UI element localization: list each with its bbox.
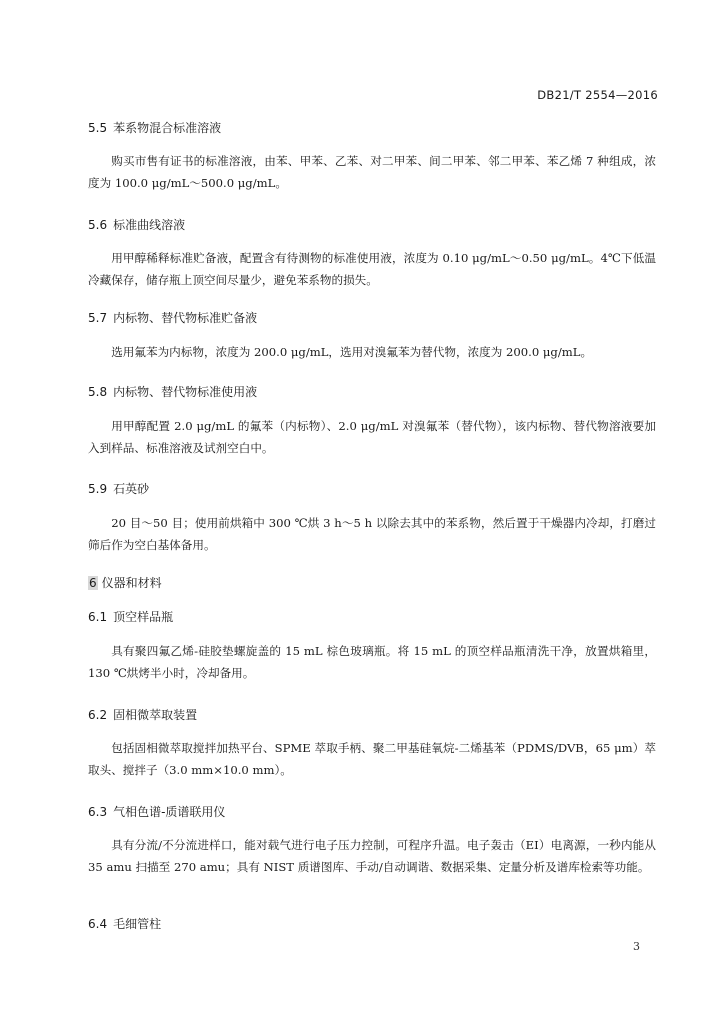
section-paragraph: 包括固相微萃取搅拌加热平台、SPME 萃取手柄、聚二甲基硅氧烷-二烯基苯（PDMS/DVB，65 μm）萃取头、搅拌子（3.0 mm×10.0 mm）。 [88, 741, 656, 777]
section-title: 标准曲线溶液 [113, 218, 186, 232]
standard-code: DB21/T 2554—2016 [537, 88, 658, 102]
section-number: 6.4 [88, 917, 108, 931]
section-number: 6.1 [88, 610, 108, 624]
section-title: 内标物、替代物标准贮备液 [113, 311, 258, 325]
section-heading [88, 480, 149, 497]
section-paragraph: 购买市售有证书的标准溶液，由苯、甲苯、乙苯、对二甲苯、间二甲苯、邻二甲苯、苯乙烯 7 种组成，浓度为 100.0 μg/mL～500.0 μg/mL。 [88, 154, 656, 190]
page-number: 3 [633, 940, 640, 953]
section-paragraph: 20 目～50 目；使用前烘箱中 300 ℃烘 3 h～5 h 以除去其中的苯系物，然后置于干燥器内冷却，打磨过筛后作为空白基体备用。 [88, 516, 656, 552]
section-title: 气相色谱-质谱联用仪 [113, 805, 226, 819]
section-title: 内标物、替代物标准使用液 [113, 385, 258, 399]
section-number: 5.9 [88, 482, 108, 496]
section-heading [88, 608, 173, 625]
section-title: 顶空样品瓶 [113, 610, 174, 624]
section-heading [88, 803, 225, 820]
section-number: 5.5 [88, 121, 108, 135]
section-title: 石英砂 [113, 482, 150, 496]
section-title: 毛细管柱 [113, 917, 162, 931]
section-number: 5.8 [88, 385, 108, 399]
section-paragraph: 选用氟苯为内标物，浓度为 200.0 μg/mL，选用对溴氟苯为替代物，浓度为 200.0 μg/mL。 [111, 345, 593, 359]
chapter-number: 6 [89, 576, 97, 590]
section-number: 6.2 [88, 708, 108, 722]
chapter-heading [88, 574, 162, 591]
section-paragraph: 用甲醇稀释标准贮备液，配置含有待测物的标准使用液，浓度为 0.10 μg/mL～0.50 μg/mL。4℃下低温冷藏保存，储存瓶上顶空间尽量少，避免苯系物的损失。 [88, 251, 656, 287]
section-heading [88, 216, 185, 233]
section-paragraph: 用甲醇配置 2.0 μg/mL 的氟苯（内标物）、2.0 μg/mL 对溴氟苯（替代物），该内标物、替代物溶液要加入到样品、标准溶液及试剂空白中。 [88, 419, 656, 455]
section-title: 苯系物混合标准溶液 [113, 121, 222, 135]
section-heading [88, 119, 221, 136]
section-heading [88, 383, 257, 400]
section-number: 5.6 [88, 218, 108, 232]
section-number: 5.7 [88, 311, 108, 325]
section-paragraph: 具有分流/不分流进样口，能对载气进行电子压力控制，可程序升温。电子轰击（EI）电离源，一秒内能从 35 amu 扫描至 270 amu；具有 NIST 质谱图库、手动/自动调谐、数据采集、定量分析及谱库检索等功能。 [88, 838, 656, 874]
section-heading [88, 309, 257, 326]
chapter-title: 仪器和材料 [101, 576, 162, 590]
section-heading [88, 706, 197, 723]
section-number: 6.3 [88, 805, 108, 819]
section-paragraph: 具有聚四氟乙烯-硅胶垫螺旋盖的 15 mL 棕色玻璃瓶。将 15 mL 的顶空样品瓶清洗干净，放置烘箱里，130 ℃烘烤半小时，冷却备用。 [88, 644, 656, 680]
section-title: 固相微萃取装置 [113, 708, 198, 722]
section-heading [88, 915, 161, 932]
